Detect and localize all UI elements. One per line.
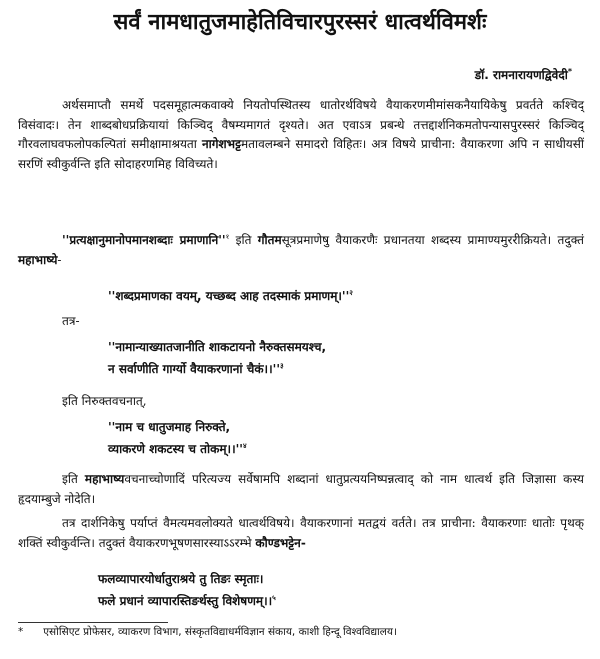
paragraph-1-bold-name: नागेशभट्ट — [201, 137, 241, 151]
quote-3 — [108, 418, 247, 459]
paragraph-2-text-2: सूत्रप्रमाणेषु वैयाकरणैः प्रधानतया शब्दस्य प्रामाण्यमुररीक्रियते। तदुक्तं — [281, 233, 584, 247]
author-name-text: डॉ. रामनारायणद्विवेदी — [474, 68, 568, 82]
footnote-ref-5: ५ — [272, 594, 276, 602]
paragraph-2-sutra: ''प्रत्यक्षानुमानोपमानशब्दाः प्रमाणानि'' — [62, 233, 226, 247]
article-title: सर्वं नामधातुजमाहेतिविचारपुरस्सरं धात्वर्थविमर्शः — [113, 10, 487, 35]
footnote-text: एसोसिएट प्रोफेसर, व्याकरण विभाग, संस्कृतविद्याधर्मविज्ञान संकाय, काशी हिन्दू विश्वविद्यालय। — [43, 626, 397, 638]
paragraph-4-text: तत्र दार्शनिकेषु पर्याप्तं वैमत्यमवलोक्यते धात्वर्थविषये। वैयाकरणानां मतद्वयं वर्तते। तत्र प्राचीना: वैयाकरणाः धातोः पृथक् शक्तिं स्वीकुर्वन्ति। तदुक्तं वैयाकरणभूषणसारस्याऽऽरम्भे — [18, 516, 584, 550]
quote-3-line-1: ''नाम च धातुजमाह निरुक्ते, — [108, 420, 231, 434]
quote-2 — [108, 338, 326, 379]
author-name — [475, 66, 572, 83]
tatra-label: तत्र- — [62, 314, 80, 328]
footnote-ref-2: २ — [349, 289, 353, 297]
paragraph-1-tail: मतावलम्बने समादरो विहितः। अत्र विषये प्राचीना: वैयाकरणा अपि न साधीयसीं सरणिं स्वीकुर्वन्ति इति सोदाहरणमिह विविच्यते। — [18, 137, 584, 171]
quote-2-line-1: ''नामान्याख्यातजानीति शाकटायनो नैरुक्तसमयश्च, — [108, 340, 327, 354]
paragraph-2 — [18, 228, 584, 270]
paragraph-2-text-1: इति — [229, 233, 258, 247]
quote-4 — [98, 570, 276, 611]
paragraph-3 — [18, 470, 584, 509]
paragraph-2-gautama: गौतम — [257, 233, 282, 247]
footnote-ref-3: ३ — [280, 362, 284, 370]
quote-4-line-2 — [98, 589, 276, 611]
quote-1 — [108, 284, 353, 306]
iti-line: इति निरुक्तवचनात्, — [62, 394, 147, 408]
paragraph-2-mahabhashya: महाभाष्ये — [18, 252, 58, 267]
quote-3-line-2-text: व्याकरणे शकटस्य च तोकम्।।'' — [108, 442, 243, 456]
quote-2-line-2 — [108, 357, 326, 379]
paragraph-4-kaundabhatta: कौण्डभट्टेन- — [255, 535, 306, 550]
paragraph-3-mahabhashya: महाभाष्य — [84, 472, 125, 486]
quote-1-text: ''शब्दप्रमाणका वयम्, यच्छब्द आह तदस्माकं प्रमाणम्।'' — [108, 289, 350, 303]
paragraph-3-text-1: इति — [62, 472, 85, 486]
footnote-divider — [18, 622, 168, 623]
paragraph-2-text-3: - — [57, 252, 62, 267]
paragraph-4 — [18, 514, 584, 553]
quote-4-line-2-text: फले प्रधानं व्यापारस्तिङर्थस्तु विशेषणम्।। — [98, 594, 273, 608]
footnote-ref-1: १ — [225, 233, 230, 241]
paragraph-1-text: अर्थसमाप्तौ समर्थे पदसमूहात्मकवाक्ये नियतोपस्थितस्य धातोरर्थविषये वैयाकरणमीमांसकनैयायिकेषु प्रवर्तते कश्चिद् विसंवादः। तेन शाब्दबोधप्रक्रियायां किञ्चिद् वैषम्यमागतं दृश्यते। अत एवाऽत्र प्रबन्धे तत्तद्दार्शनिकमतोपन्यासपुरस्सरं किञ्चिद् गौरवलाघवफलोपकल्पितां समीक्षामाश्रयता — [18, 98, 584, 151]
paragraph-3-text-2: वचनाच्चोणादिं परित्यज्य सर्वेषामपि शब्दानां धातुप्रत्ययनिष्पन्नत्वाद् को नाम धात्वर्थ इति जिज्ञासा कस्य हृदयाम्बुजे नोदेति। — [18, 472, 584, 506]
quote-4-line-1: फलव्यापारयोर्धातुराश्रये तु तिङः स्मृताः। — [98, 572, 264, 586]
footnote-mark: * — [18, 626, 24, 638]
author-footnote-mark: * — [567, 67, 572, 76]
paragraph-1 — [18, 96, 584, 174]
quote-3-line-2 — [108, 437, 247, 459]
quote-2-line-2-text: न सर्वाणीति गार्ग्यो वैयाकरणानां चैकं।।'' — [108, 362, 280, 376]
footnote-ref-4: ४ — [242, 442, 247, 450]
footnote — [18, 625, 397, 639]
